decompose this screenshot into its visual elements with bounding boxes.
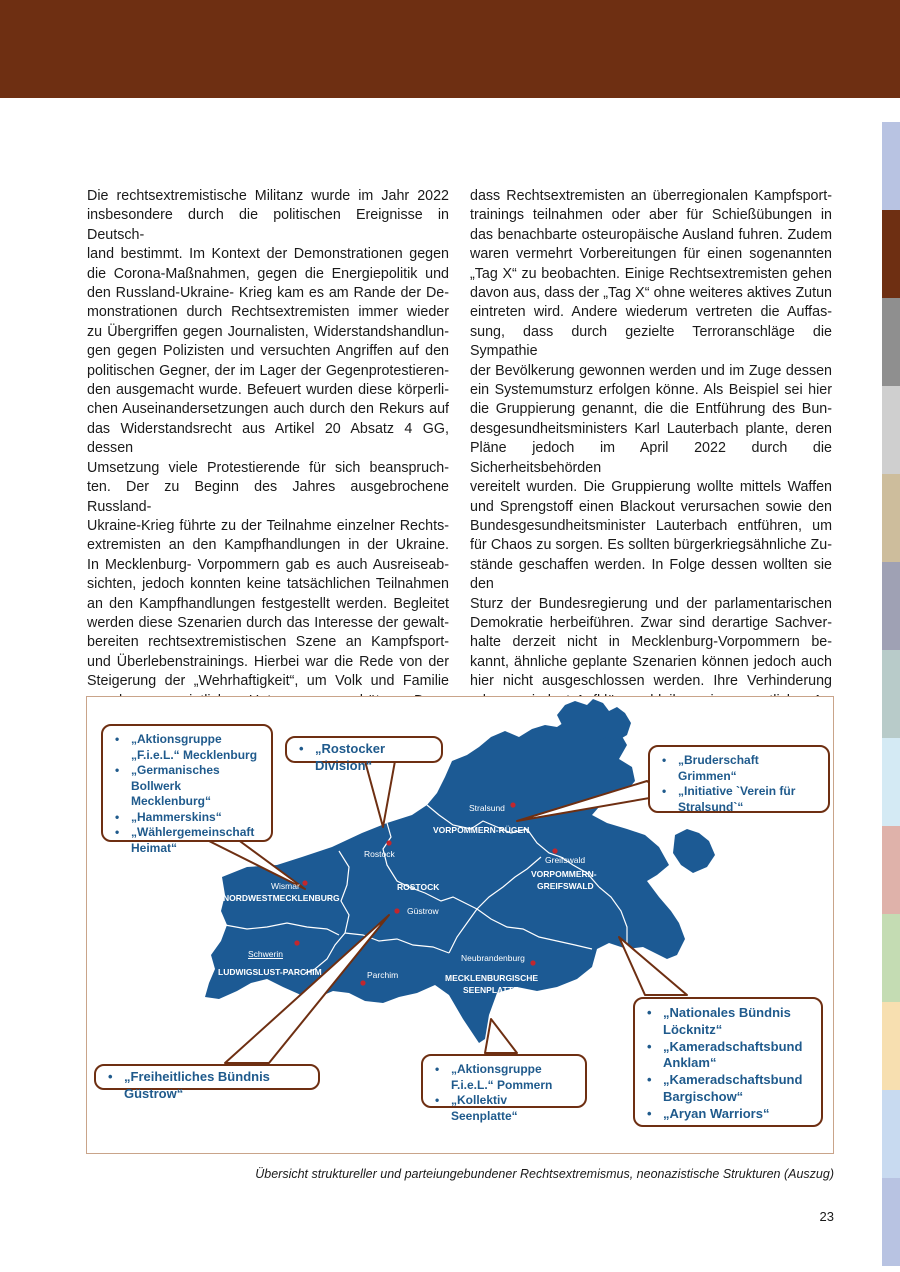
chapter-tab-8	[882, 738, 900, 826]
text-line: an den Kampfhandlungen festgestellt werden. Begleitet	[87, 595, 449, 612]
chapter-tab-13	[882, 1178, 900, 1266]
callout-nordwestmecklenburg	[101, 724, 273, 855]
text-line: das Widerstandsrecht aus Artikel 20 Absatz 4 GG, dessen	[87, 420, 449, 457]
text-line: werden diese Szenarien durch das Interesse der gewalt-	[87, 614, 449, 631]
text-line: zu Übergriffen gegen Journalisten, Widerstandshandlun-	[87, 323, 449, 340]
text-line: stände geschaffen werden. In Folge dessen wollten sie den	[470, 556, 832, 593]
label-parchim: Parchim	[367, 970, 399, 980]
text-line: In Mecklenburg- Vorpommern gab es auch Ausreiseab-	[87, 556, 449, 573]
label-stralsund: Stralsund	[469, 803, 505, 813]
map-usedom-island	[673, 829, 715, 873]
callout-rostock	[285, 736, 443, 773]
text-line: den ausgemacht wurde. Befeuert wurden diese körperli-	[87, 382, 449, 399]
chapter-tab-9	[882, 826, 900, 914]
text-line: desgesundheitsministers Karl Lauterbach plante, deren	[470, 420, 832, 437]
chapter-tab-12	[882, 1090, 900, 1178]
text-line: die Corona-Maßnahmen, gegen die Energiepolitik und	[87, 265, 449, 282]
text-line: Sturz der Bundesregierung und der parlamentarischen	[470, 595, 832, 612]
chapter-tab-7	[882, 650, 900, 738]
body-text-right-column	[470, 187, 832, 730]
text-line: den Russland-Ukraine- Krieg kam es am Rande der De-	[87, 285, 449, 302]
text-line: Die rechtsextremistische Militanz wurde im Jahr 2022	[87, 188, 449, 204]
label-greifswald: Greifswald	[545, 855, 586, 865]
label-nordwestmecklenburg: NORDWESTMECKLENBURG	[223, 893, 340, 903]
label-rostock-city: Rostock	[364, 849, 395, 859]
text-line: für Chaos zu sorgen. Es sollten bürgerkriegsähnliche Zu-	[470, 537, 832, 554]
callout-vorpommern-greifswald	[633, 997, 823, 1127]
text-line: vereitelt wurden. Die Gruppierung wollte mittels Waffen	[470, 479, 832, 496]
text-line: bereiten rechtsextremistischen Szene an Kampfsport-	[87, 634, 449, 651]
group-name: • „Kameradschaftsbund Bargischow“	[645, 1072, 811, 1106]
text-line: ten. Der zu Beginn des Jahres ausgebrochene Russland-	[87, 479, 449, 515]
group-name: • „Aktionsgruppe „F.i.e.L.“ Mecklenburg	[113, 732, 261, 763]
text-line: waren vermehrt Vorbereitungen für einen sogenannten	[470, 246, 832, 263]
text-line: dass Rechtsextremisten an überregionalen Kampfsport-	[470, 188, 832, 204]
label-guestrow: Güstrow	[407, 906, 439, 916]
text-line: monstrationen durch Rechtsextremisten immer wieder	[87, 304, 449, 321]
text-line: Demokratie herbeiführen. Zwar sind derartige Sachver-	[470, 614, 832, 631]
chapter-tab-3	[882, 298, 900, 386]
text-line: die Gruppierung genannt, die die Entführung des Bun-	[470, 401, 832, 418]
text-line: eintreten wird. Andere wiederum vertreten die Auffas-	[470, 304, 832, 321]
text-line: chen Auseinandersetzungen auch durch den Rekurs auf	[87, 401, 449, 418]
chapter-tabs	[882, 122, 900, 1266]
chapter-tab-11	[882, 1002, 900, 1090]
group-name: • „Nationales Bündnis Löcknitz“	[645, 1005, 811, 1039]
callout-vorpommern-ruegen	[648, 745, 830, 813]
group-name: • „Aryan Warriors“	[645, 1106, 811, 1123]
chapter-tab-4	[882, 386, 900, 474]
map-figure	[86, 696, 834, 1154]
group-name: • „Wählergemeinschaft Heimat“	[113, 825, 261, 856]
text-line: land bestimmt. Im Kontext der Demonstrationen gegen	[87, 246, 449, 263]
label-ludwigslust-parchim: LUDWIGSLUST-PARCHIM	[218, 967, 322, 977]
text-line: und Sprengstoff einen Blackout verursachen sowie den	[470, 498, 832, 515]
chapter-tab-1	[882, 122, 900, 210]
group-name: • „Germanisches Bollwerk Mecklenburg“	[113, 763, 261, 810]
text-line: halte derzeit nicht in Mecklenburg-Vorpommern be-	[470, 634, 832, 651]
chapter-tab-5	[882, 474, 900, 562]
text-line: sung, dass durch gezielte Terroranschläge die Sympathie	[470, 323, 832, 360]
label-seenplatte: SEENPLATTE	[463, 985, 519, 995]
label-neubrandenburg: Neubrandenburg	[461, 953, 525, 963]
text-line: Pläne jedoch im April 2022 durch die Sicherheitsbehörden	[470, 440, 832, 476]
group-name: • „Bruderschaft Grimmen“	[660, 753, 818, 784]
text-line: Steigerung der „Wehrhaftigkeit“, um Volk und Familie	[87, 673, 449, 690]
callout-seenplatte	[421, 1054, 587, 1123]
text-line: Umsetzung viele Protestierende für sich beanspruch-	[87, 459, 449, 476]
group-name: • „Rostocker Division“	[297, 741, 431, 775]
text-line: sichten, jedoch konnten keine tatsächlichen Teilnahmen	[87, 576, 449, 593]
body-text-left-column	[87, 187, 449, 730]
text-line: trainings teilnahmen oder aber für Schießübungen in	[470, 207, 832, 224]
chapter-tab-2	[882, 210, 900, 298]
text-line: hier nicht ausgeschlossen werden. Ihre Verhinderung	[470, 673, 832, 690]
text-line: extremisten an den Kampfhandlungen in der Ukraine.	[87, 537, 449, 554]
group-name: • „Hammerskins“	[113, 810, 261, 826]
text-line: und Überlebenstrainings. Hierbei war die Rede von der	[87, 653, 449, 670]
label-vorpommern: VORPOMMERN-	[531, 869, 597, 879]
text-line: insbesondere durch die politischen Ereignisse in Deutsch-	[87, 207, 449, 243]
group-name: • „Aktionsgruppe F.i.e.L.“ Pommern	[433, 1062, 575, 1093]
label-vorpommern-ruegen: VORPOMMERN-RÜGEN	[433, 825, 530, 835]
group-name: • „Freiheitliches Bündnis Güstrow“	[106, 1069, 308, 1103]
group-name: • „Kameradschaftsbund Anklam“	[645, 1039, 811, 1073]
text-line: politischen Gegner, der im Lager der Gegenprotestieren-	[87, 362, 449, 379]
group-name: • „Initiative `Verein für Stralsund`“	[660, 784, 818, 815]
label-rostock-district: ROSTOCK	[397, 882, 440, 892]
group-name: • „Kollektiv Seenplatte“	[433, 1093, 575, 1124]
label-mecklenburgische: MECKLENBURGISCHE	[445, 973, 539, 983]
text-line: gen gegen Polizisten und versuchten Angriffen auf den	[87, 343, 449, 360]
text-line: das benachbarte osteuropäische Ausland fuhren. Zudem	[470, 226, 832, 243]
chapter-tab-10	[882, 914, 900, 1002]
text-line: kannt, ähnliche geplante Szenarien können jedoch auch	[470, 653, 832, 670]
label-schwerin: Schwerin	[248, 949, 283, 959]
text-line: Ukraine-Krieg führte zu der Teilnahme einzelner Rechts-	[87, 517, 449, 534]
text-line: der Bevölkerung gewonnen werden und im Zuge dessen	[470, 362, 832, 379]
text-line: Bundesgesundheitsminister Lauterbach entführen, um	[470, 517, 832, 534]
map-landmass	[205, 715, 685, 1043]
text-line: ein Systemumsturz erfolgen könne. Als Beispiel sei hier	[470, 382, 832, 399]
callout-guestrow	[94, 1064, 320, 1101]
figure-caption: Übersicht struktureller und parteiungebundener Rechtsextremismus, neonazistische Strukturen (Auszug)	[255, 1167, 834, 1181]
text-line: „Tag X“ zu beobachten. Einige Rechtsextremisten gehen	[470, 265, 832, 282]
header-bar	[0, 0, 900, 98]
label-greifswald-district: GREIFSWALD	[537, 881, 594, 891]
label-wismar: Wismar	[271, 881, 300, 891]
chapter-tab-6	[882, 562, 900, 650]
page-number: 23	[819, 1209, 834, 1224]
text-line: davon aus, dass der „Tag X“ ohne weiteres aktives Zutun	[470, 285, 832, 302]
